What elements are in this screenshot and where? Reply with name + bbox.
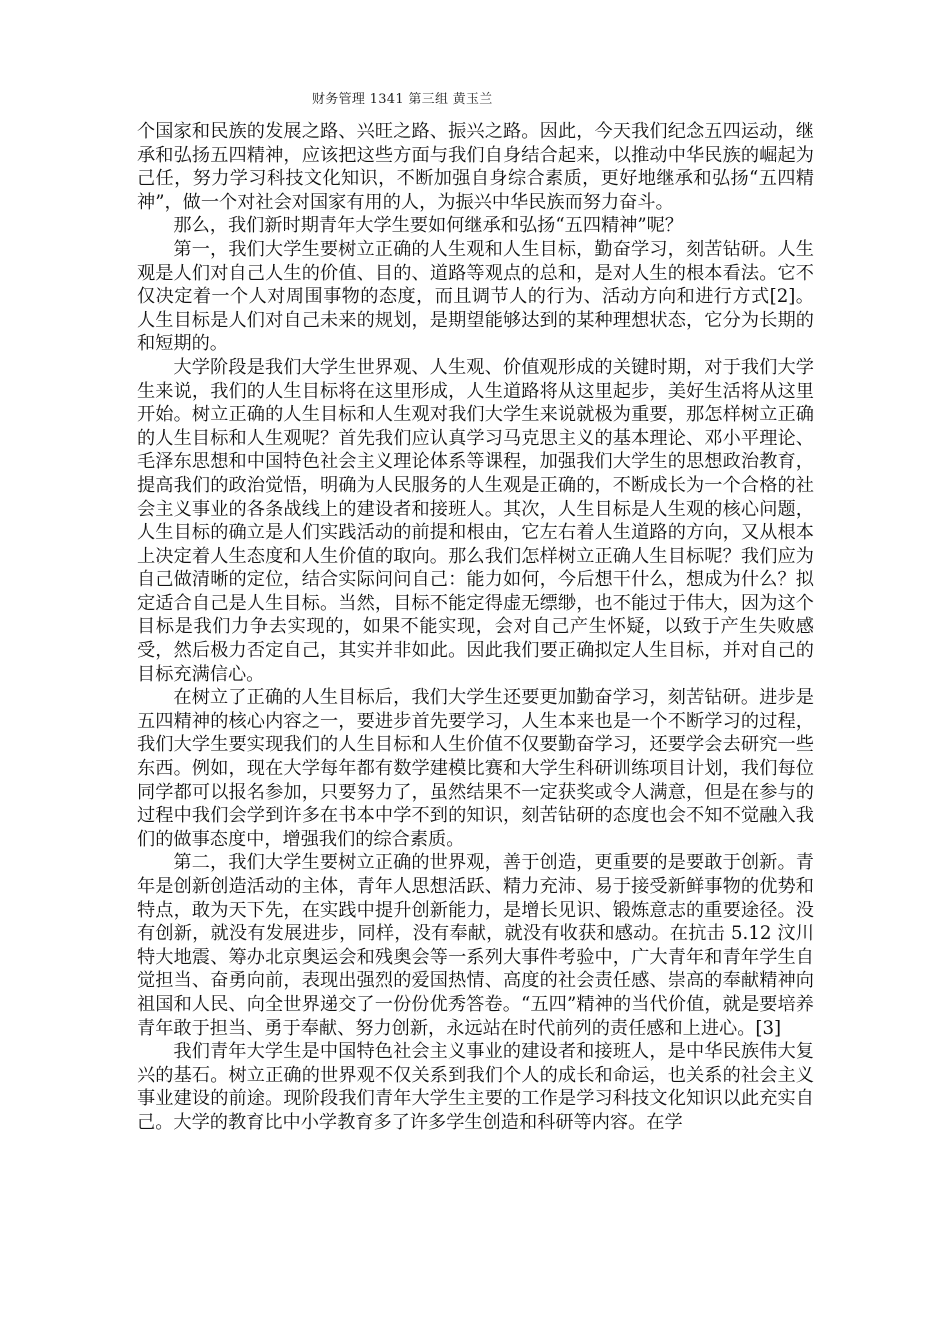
document-body xyxy=(137,120,814,1135)
paragraph-2: 那么，我们新时期青年大学生要如何继承和弘扬“五四精神”呢？ xyxy=(173,215,684,237)
paragraph-4: 大学阶段是我们大学生世界观、人生观、价值观形成的关键时期，对于我们大学生来说，我们的人生目标将在这里形成，人生道路将从这里起步，美好生活将从这里开始。树立正确的人生目标和人生观对我们大学生来说就极为重要，那怎样树立正确的人生目标和人生观呢？首先我们应认真学习马克思主义的基本理论、邓小平理论、毛泽东思想和中国特色社会主义理论体系等课程，加强我们大学生的思想政治教育，提高我们的政治觉悟，明确为人民服务的人生观是正确的，不断成长为一个合格的社会主义事业的各条战线上的建设者和接班人。其次，人生目标是人生观的核心问题，人生目标的确立是人们实践活动的前提和根由，它左右着人生道路的方向，又从根本上决定着人生态度和人生价值的取向。那么我们怎样树立正确人生目标呢？我们应为自己做清晰的定位，结合实际问问自己：能力如何，今后想干什么，想成为什么？拟定适合自己是人生目标。当然，目标不能定得虚无缥缈，也不能过于伟大，因为这个目标是我们力争去实现的，如果不能实现，会对自己产生怀疑，以致于产生失败感受，然后极力否定自己，其实并非如此。因此我们要正确拟定人生目标，并对自己的目标充满信心。 xyxy=(137,356,814,685)
paragraph-7: 我们青年大学生是中国特色社会主义事业的建设者和接班人，是中华民族伟大复兴的基石。树立正确的世界观不仅关系到我们个人的成长和命运，也关系的社会主义事业建设的前途。现阶段我们青年大学生主要的工作是学习科技文化知识以此充实自己。大学的教育比中小学教育多了许多学生创造和科研等内容。在学 xyxy=(137,1041,814,1133)
paragraph-3: 第一，我们大学生要树立正确的人生观和人生目标，勤奋学习，刻苦钻研。人生观是人们对自己人生的价值、目的、道路等观点的总和，是对人生的根本看法。它不仅决定着一个人对周围事物的态度，而且调节人的行为、活动方向和进行方式[2]。人生目标是人们对自己未来的规划，是期望能够达到的某种理想状态，它分为长期的和短期的。 xyxy=(137,238,814,355)
paragraph-1: 个国家和民族的发展之路、兴旺之路、振兴之路。因此，今天我们纪念五四运动，继承和弘扬五四精神，应该把这些方面与我们自身结合起来，以推动中华民族的崛起为己任，努力学习科技文化知识，不断加强自身综合素质，更好地继承和弘扬“五四精神”，做一个对社会对国家有用的人，为振兴中华民族而努力奋斗。 xyxy=(137,121,814,213)
page-header: 财务管理 1341 第三组 黄玉兰 xyxy=(312,92,493,107)
paragraph-6: 第二，我们大学生要树立正确的世界观，善于创造，更重要的是要敢于创新。青年是创新创造活动的主体，青年人思想活跃、精力充沛、易于接受新鲜事物的优势和特点，敢为天下先，在实践中提升创新能力，是增长见识、锻炼意志的重要途径。没有创新，就没有发展进步，同样，没有奉献，就没有收获和感动。在抗击 5.12 汶川特大地震、筹办北京奥运会和残奥会等一系列大事件考验中，广大青年和青年学生自觉担当、奋勇向前，表现出强烈的爱国热情、高度的社会责任感、崇高的奉献精神向祖国和人民、向全世界递交了一份份优秀答卷。“五四”精神的当代价值，就是要培养青年敢于担当、勇于奉献、努力创新，永远站在时代前列的责任感和上进心。[3] xyxy=(137,852,814,1039)
paragraph-5: 在树立了正确的人生目标后，我们大学生还要更加勤奋学习，刻苦钻研。进步是五四精神的核心内容之一，要进步首先要学习，人生本来也是一个不断学习的过程，我们大学生要实现我们的人生目标和人生价值不仅要勤奋学习，还要学会去研究一些东西。例如，现在大学每年都有数学建模比赛和大学生科研训练项目计划，我们每位同学都可以报名参加，只要努力了，虽然结果不一定获奖或令人满意，但是在参与的过程中我们会学到许多在书本中学不到的知识，刻苦钻研的态度也会不知不觉融入我们的做事态度中，增强我们的综合素质。 xyxy=(137,687,814,850)
